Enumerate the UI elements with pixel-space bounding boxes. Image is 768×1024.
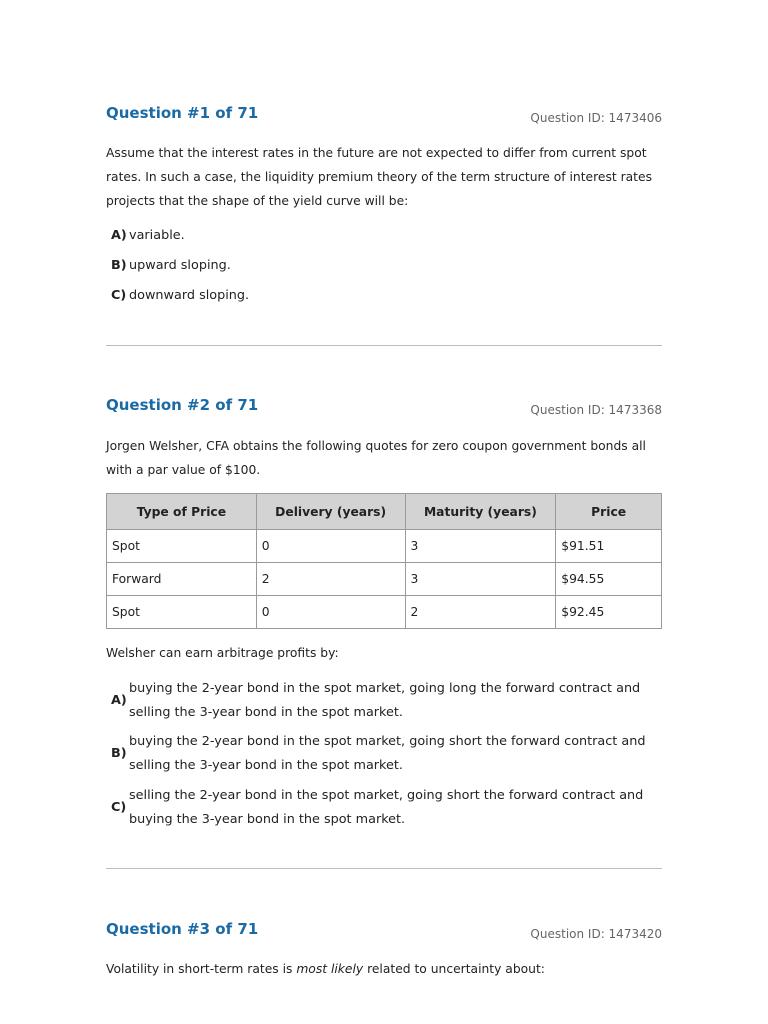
table-cell: 2 — [405, 596, 556, 629]
table-header-row — [107, 494, 662, 530]
table-row — [107, 563, 662, 596]
bond-quotes-table — [106, 493, 662, 629]
question-1-header — [106, 104, 662, 134]
table-cell: 3 — [405, 530, 556, 563]
question-1-id: Question ID: 1473406 — [530, 111, 662, 125]
question-divider — [106, 345, 662, 346]
option-letter: A) — [111, 693, 127, 708]
option-text: selling the 2-year bond in the spot market, going short the forward contract and buying the 3-year bond in the spot market. — [129, 788, 644, 827]
table-cell: 3 — [405, 563, 556, 596]
option-text: downward sloping. — [129, 288, 250, 303]
table-cell: Forward — [107, 563, 257, 596]
table-row — [107, 530, 662, 563]
table-cell: $91.51 — [556, 530, 662, 563]
option-text: upward sloping. — [129, 258, 231, 273]
question-2-id: Question ID: 1473368 — [530, 403, 662, 417]
table-cell: 2 — [256, 563, 405, 596]
question-2-option-b[interactable] — [106, 730, 662, 778]
table-cell: Spot — [107, 530, 257, 563]
question-2-option-c[interactable] — [106, 784, 662, 832]
table-cell: Spot — [107, 596, 257, 629]
column-header: Type of Price — [107, 494, 257, 530]
column-header: Delivery (years) — [256, 494, 405, 530]
stem-text: related to uncertainty about: — [363, 962, 545, 976]
question-1-stem: Assume that the interest rates in the future are not expected to differ from current spot rates. In such a case, the liquidity premium theory of the term structure of interest rates projects that the shape of the yield curve will be: — [106, 146, 652, 208]
option-text: buying the 2-year bond in the spot market, going long the forward contract and selling the 3-year bond in the spot market. — [129, 681, 641, 720]
question-3-title: Question #3 of 71 — [106, 920, 259, 938]
table-cell: $94.55 — [556, 563, 662, 596]
stem-emphasis: most likely — [296, 962, 364, 976]
question-3-header — [106, 920, 662, 950]
option-letter: A) — [111, 228, 127, 243]
table-cell: $92.45 — [556, 596, 662, 629]
question-2-stem: Jorgen Welsher, CFA obtains the following quotes for zero coupon government bonds all with a par value of $100. — [106, 439, 646, 477]
question-2-header — [106, 396, 662, 426]
option-letter: C) — [111, 288, 127, 303]
table-cell: 0 — [256, 530, 405, 563]
question-3-id: Question ID: 1473420 — [530, 927, 662, 941]
question-1-title: Question #1 of 71 — [106, 104, 259, 122]
option-text: variable. — [129, 228, 185, 243]
question-2-title: Question #2 of 71 — [106, 396, 259, 414]
table-cell: 0 — [256, 596, 405, 629]
stem-text: Volatility in short-term rates is — [106, 962, 297, 976]
question-2-option-a[interactable] — [106, 677, 662, 725]
table-row — [107, 596, 662, 629]
column-header: Price — [556, 494, 662, 530]
option-letter: B) — [111, 258, 127, 273]
question-2-prompt: Welsher can earn arbitrage profits by: — [106, 646, 339, 660]
question-divider — [106, 868, 662, 869]
option-letter: C) — [111, 800, 127, 815]
column-header: Maturity (years) — [405, 494, 556, 530]
option-letter: B) — [111, 746, 127, 761]
option-text: buying the 2-year bond in the spot market, going short the forward contract and selling the 3-year bond in the spot market. — [129, 734, 646, 773]
question-3-stem — [106, 957, 662, 981]
